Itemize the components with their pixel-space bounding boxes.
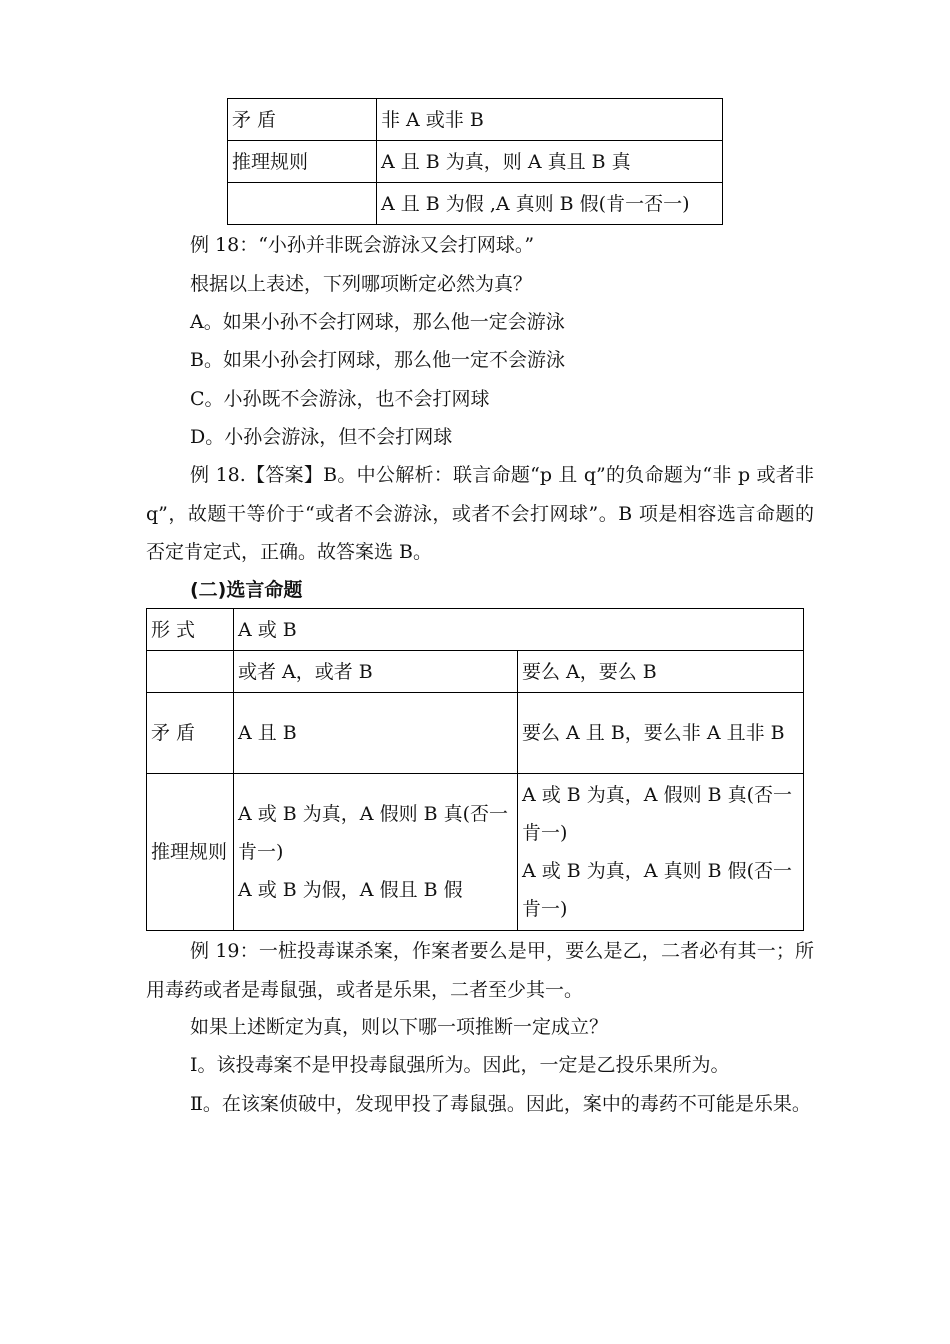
- table-cell: 矛 盾: [147, 693, 234, 774]
- option-d: D。小孙会游泳，但不会打网球: [190, 426, 453, 448]
- table-cell: 形 式: [147, 609, 234, 651]
- option-a: A。如果小孙不会打网球，那么他一定会游泳: [190, 311, 565, 333]
- table-cell: A 且 B 为真，则 A 真且 B 真: [377, 141, 723, 183]
- table-cell: 要么 A 且 B，要么非 A 且非 B: [518, 693, 804, 774]
- rule-text: A 或 B 为假，A 假且 B 假: [238, 879, 463, 901]
- table-cell: A 且 B: [234, 693, 518, 774]
- table-row: [228, 183, 723, 225]
- table-cell: 矛 盾: [228, 99, 377, 141]
- example19-question: 例 19：一桩投毒谋杀案，作案者要么是甲，要么是乙，二者必有其一；所用毒药或者是毒鼠强，或者是乐果，二者至少其一。: [146, 940, 814, 1001]
- table-cell: [147, 651, 234, 693]
- table-row: [147, 651, 804, 693]
- example18-question: 例 18：“小孙并非既会游泳又会打网球。”: [190, 234, 535, 256]
- option-c: C。小孙既不会游泳，也不会打网球: [190, 388, 490, 410]
- section-heading: (二)选言命题: [190, 579, 303, 601]
- rule-text: A 或 B 为真，A 真则 B 假(否一肯一): [522, 860, 793, 920]
- table-cell: 非 A 或非 B: [377, 99, 723, 141]
- table-cell: [234, 774, 518, 931]
- table-cell: [228, 183, 377, 225]
- table-row: [147, 693, 804, 774]
- table-row: [147, 774, 804, 931]
- rule-text: A 或 B 为真，A 假则 B 真(否一肯一): [522, 784, 793, 844]
- rule-text: A 或 B 为真，A 假则 B 真(否一肯一): [238, 803, 509, 863]
- table-row: [228, 141, 723, 183]
- example19-item2: Ⅱ。在该案侦破中，发现甲投了毒鼠强。因此，案中的毒药不可能是乐果。: [190, 1093, 811, 1115]
- disjunctive-rules-table: [146, 608, 804, 931]
- conjunctive-rules-table: [227, 98, 723, 225]
- example19-prompt: 如果上述断定为真，则以下哪一项推断一定成立？: [190, 1016, 609, 1038]
- table-row: [228, 99, 723, 141]
- table-cell: 要么 A，要么 B: [518, 651, 804, 693]
- option-b: B。如果小孙会打网球，那么他一定不会游泳: [190, 349, 565, 371]
- table-cell: 或者 A，或者 B: [234, 651, 518, 693]
- table-cell: 推理规则: [228, 141, 377, 183]
- table-cell: 推理规则: [147, 774, 234, 931]
- table-cell: A 且 B 为假 ,A 真则 B 假(肯一否一): [377, 183, 723, 225]
- table-row: [147, 609, 804, 651]
- example18-answer: 例 18.【答案】B。中公解析：联言命题“p 且 q”的负命题为“非 p 或者非 q”，故题干等价于“或者不会游泳，或者不会打网球”。B 项是相容选言命题的否定肯定式，正确。故答案选 B。: [146, 464, 814, 563]
- example18-prompt: 根据以上表述，下列哪项断定必然为真？: [190, 273, 533, 295]
- table-cell: [518, 774, 804, 931]
- example19-item1: Ⅰ。该投毒案不是甲投毒鼠强所为。因此，一定是乙投乐果所为。: [190, 1054, 730, 1076]
- table-cell: A 或 B: [234, 609, 804, 651]
